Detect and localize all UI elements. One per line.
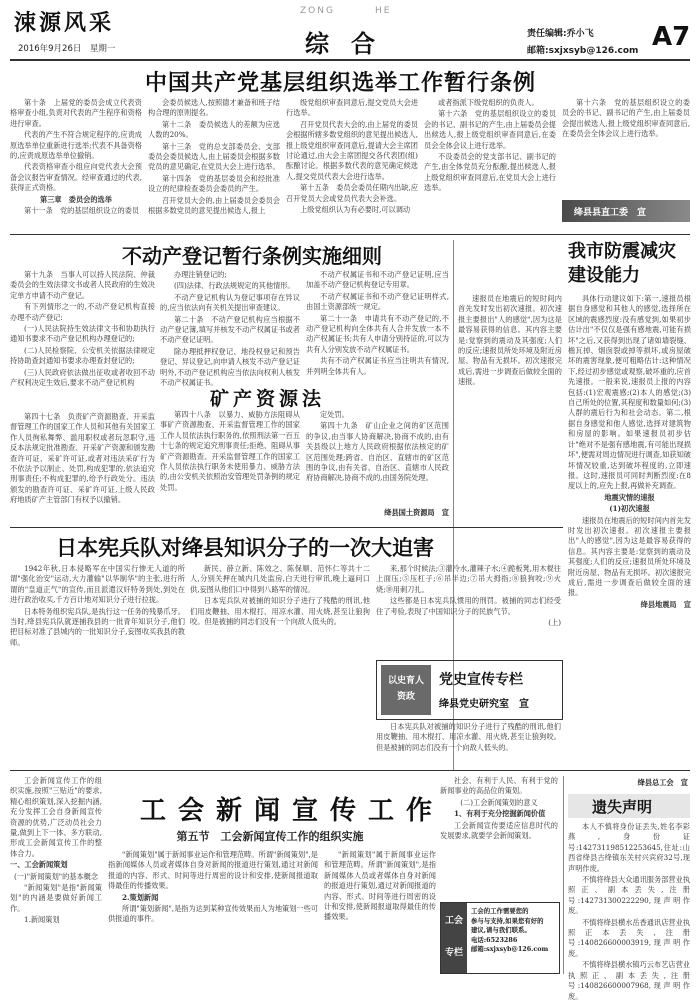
article5-col3-para: 来,那个时候法;③灌冷水,灌辣子水;④跪板凳,用木棍往上面压;⑤压杠子;⑥吊半边;⑦吊大拇指;⑧狼狗咬;⑨火烧;⑩用刺刀扎。: [376, 564, 561, 594]
article1-col1: [10, 98, 142, 230]
article5-col2-para: 日本宪兵队对被捕的知识分子进行了残酷的刑讯,他们用皮鞭抽、用木棍打、用凉水灌、用火烧,甚至让狼狗咬。但是被捕的同志们没有一个向敌人低头的。: [190, 596, 370, 627]
article6-right: [440, 776, 558, 896]
article6-mid2: [324, 850, 436, 974]
article6-left-para: "新闻策划"是指"新闻策划"的内涵是要做好新闻工作。: [10, 883, 102, 913]
union-column-ad-line: 工会的工作需要您的: [471, 907, 529, 915]
article6-left-heading: 一、工会新闻策划: [10, 860, 68, 870]
article1-col4: [424, 98, 556, 230]
article1-col2-para: 第十三条 党的总支部委员会、支部委员会委员候选人,由上届委员会根据多数党员的意见确定,在党员大会上进行选举。: [148, 141, 280, 172]
article4-byline: 绛县地震局 宣: [640, 599, 691, 609]
article5-col1: [10, 564, 185, 764]
union-column-ad-tel: 电话:6523286: [471, 935, 518, 944]
article1-col2-para: 会委员候选人,按照德才兼备和班子结构合理的原则提名。: [148, 98, 280, 118]
article6-right-para: 社会、有利于人民、有利于党的新闻事业的高品位的策划。: [440, 776, 558, 796]
article4-title: [568, 240, 693, 288]
party-history-seal: [381, 665, 434, 715]
article1-col2-para: 第十二条 委员候选人的差额为应选人数的20%。: [148, 119, 280, 140]
notices-title-bar: [568, 794, 690, 818]
notice-item: 本人不慎将身份证丢失,姓名李彩燕,身份证号:142731198512253645,住址:山西省绛县古绛镇东关村兴宾府32号,现声明作废。: [568, 822, 690, 873]
article1-col3: [286, 98, 418, 230]
article1-col3-para: 第十五条 委员会委员任期内出缺,应召开党员大会或党员代表大会补选。: [286, 183, 418, 203]
series-marker: (上): [548, 618, 561, 628]
divider: [10, 527, 563, 528]
article5-col1-para: 1942年秋,日本侵略军在中国实行惨无人道的所谓"强化治安"运动,大力灌输"以华制华"的主张,进行所谓的"皇道正气"的宣传,而且派遣汉奸特务到处,到处在进行政治收买,千方百计地对知识分子进行拉拢。: [10, 564, 185, 605]
article1-col1-heading: 第三章 委员会的选举: [40, 194, 112, 204]
article5-col1-para: 日本特务组织宪兵队,是执行这一任务的残暴爪牙。当时,绛县宪兵队就逐捕我县的一批青年知识分子,他们把目标对准了县城内的一批知识分子,妄图收买我县的教师。: [10, 606, 185, 647]
article6-byline: 绛县总工会 宣: [637, 778, 688, 787]
article1-byline-banner: [562, 200, 690, 222]
article2-col1: [10, 270, 155, 410]
article2-col3-para: 第二十一条 申请共有不动产登记的,不动产登记机构向全体共有人合并发放一本不动产权属证书;共有人申请分别持证的,可以为共有人分别发放不动产权属证书。: [306, 313, 449, 354]
article1-col5-para: 第十六条 党的基层组织设立的委员会的书记、副书记的产生,由上届委员会提出候选人,报上级党组织审查同意后,在委员会全体会议上进行选举。: [562, 98, 690, 139]
article1-col1-para: 代表的产生不符合规定程序的,应责成原选举单位重新进行选举;代表不具备资格的,应责成原选举单位撤销。: [10, 130, 142, 161]
article1-col3-para: 上级党组织认为有必要时,可以调动: [300, 205, 411, 215]
article2-col2-para: (四)法律、行政法规规定的其他情形。: [174, 281, 295, 291]
article6-left-para: 工会新闻宣传工作的组织实施,按照"三贴近"的要求,精心组织策划,深入挖掘内涵,充分发挥工会自身新闻宣传资源的优势,广泛动员社会力量,做到上下一体、多方联动,形成工会新闻宣传工作的整体合力。: [10, 776, 102, 858]
article6-mid: [108, 850, 318, 974]
article3-col2: [306, 410, 449, 502]
article2-col2-para: 办理注销登记的;: [174, 270, 227, 279]
article4-title-text: 我市防震减灾建设能力: [568, 241, 676, 286]
article4-body: [568, 294, 691, 770]
notice-item: 不慎将绛县大众通讯服务部营业执照正、副本丢失,注册号:142731300222290,现声明作废。: [568, 875, 690, 916]
article6-mid-para: "新闻策划"属于新闻事业运作和管理范畴。所谓"新闻策划",是指新闻媒体人员或者媒体自身对新闻的报道进行策划,通过对新闻报道的内容、形式、时间等进行周密的设计和安排,使新闻报道取得最佳的传播效果。: [108, 850, 318, 891]
article3-byline: 绛县国土资源局 宣: [384, 508, 449, 517]
newspaper-masthead: 涑源风采: [14, 10, 115, 36]
notice-item: 不慎将绛县横水镇巧云布艺店营业执照正、副本丢失,注册号:140826600007968,现声明作废。: [568, 960, 690, 1001]
issue-date: 2016年9月26日 星期一: [18, 44, 116, 54]
notices-list: [568, 822, 690, 1001]
party-history-seal-text: 以史育人 资政: [387, 676, 434, 702]
union-column-ad-email: 邮箱:sxjxsyb@126.com: [471, 945, 549, 954]
article1-byline: 绛县县直工委 宣: [574, 208, 647, 218]
article2-col1-para: (二)人民检察院、公安机关依据法律规定持协助查封通知书要求办理查封登记的;: [10, 345, 155, 366]
union-column-ad: [440, 902, 560, 974]
section-pinyin-zong: ZONG: [300, 6, 335, 16]
article5-title: 日本宪兵队对绛县知识分子的一次大迫害: [56, 535, 434, 560]
article2-col2-para: 除办理抵押权登记、地役权登记和预告登记、异议登记,向申请人核发不动产登记证明外,不动产登记机构应当依法向权利人核发不动产权属证书。: [160, 346, 300, 388]
article2-col2-para: 不动产登记机构认为登记事项存在异议的,应当依法向有关机关提出审查建议。: [160, 292, 300, 313]
article1-col2-para: 第十四条 党的基层委员会和经批准设立的纪律检查委员会委员的产生。: [148, 173, 280, 194]
article2-title: 不动产登记暂行条例实施细则: [122, 244, 382, 268]
article1-col5: [562, 98, 690, 198]
article1-col1-para: 第十一条 党的基层组织设立的委员: [24, 206, 140, 216]
header-rule: [10, 59, 690, 61]
article3-col1: [160, 410, 300, 522]
article2-col1b: [10, 412, 155, 522]
article6-mid2-para: "新闻策划"属于新闻事业运作和管理范畴。所谓"新闻策划",是指新闻媒体人员或者媒体自身对新闻的报道进行策划,通过对新闻报道的内容、形式、时间等进行周密的设计和安排,使新闻报道取得最佳的传播效果。: [324, 850, 436, 922]
article1-col3-para: 级党组织审查同意后,提交党员大会进行选举。: [286, 98, 418, 118]
union-column-ad-line: 参与与支持,如果您有好的: [471, 916, 544, 925]
union-column-ad-body: [471, 907, 557, 955]
article2-col3-para: 不动产权属证书和不动产登记证明样式,由国土资源部统一规定。: [306, 291, 449, 312]
union-column-ad-side-text: 工会: [444, 916, 463, 926]
article6-right-heading: 1、有利于充分挖掘新闻价值: [454, 809, 546, 819]
article3-title: 矿产资源法: [210, 388, 326, 410]
section-pinyin-he: HE: [375, 6, 392, 16]
editor-email: 邮箱:sxjxsyb@126.com: [527, 46, 639, 56]
article4-extra-col: [458, 294, 562, 530]
article4-para: 速报员在地震后的短时间内首先发时发出初次速报。初次速报主要报出"人的感觉",因为这是最容易获得的信息。其内容主要是:觉察到的震动及其强度;人们的反应;速报员所处环境及附近房屋、物品有无损坏。初次速报完成后,需进一步调查后做较全面的速报。: [568, 515, 691, 598]
article6-mid-para: 所谓"策划新闻",是指为达到某种宣传效果而人为地策划一些可供报道的事件。: [108, 904, 318, 924]
article3-col2-para: 定处罚。: [320, 410, 349, 419]
page-number: A7: [652, 22, 691, 52]
article3-col1-para: 第四十八条 以暴力、威胁方法阻碍从事矿产资源勘查、开采监督管理工作的国家工作人员依法执行职务的,依照刑法第一百五十七条的规定追究刑事责任;拒绝、阻碍从事矿产资源勘查、开采监督管理工作的国家工作人员依法执行职务未使用暴力、威胁方法的,由公安机关依照治安管理处罚条例的规定处罚。: [160, 410, 300, 492]
article6-left-para: 1.新闻策划: [24, 915, 60, 925]
section-title: 综合: [305, 29, 397, 58]
article4-extra-para: 速报员在地震后的短时间内首先发时发出初次速报。初次速报主要报出"人的感觉",因为这是最容易获得的信息。其内容主要是:觉察到的震动及其强度;人们的反应;速报员所处环境及附近房屋、物品有无损坏。初次速报完成后,需进一步调查后做较全面的速报。: [458, 294, 562, 387]
article6-left: [10, 776, 102, 974]
article5-col2: [190, 564, 370, 764]
article1-col2-para: 召开党员大会的,由上届委员会委员会根据多数党员的意见提出候选人,报上: [148, 195, 280, 216]
article5-col3-para: 日本宪兵队对被捕的知识分子进行了残酷的刑讯,他们用皮鞭抽、用木棍打、用凉水灌、用火烧,甚至让狼狗咬。但是被捕的同志们没有一个向敌人低头的。: [376, 722, 561, 752]
article6-subtitle: 第五节 工会新闻宣传工作的组织实施: [176, 830, 364, 843]
article2-col1-para: (一)人民法院持生效法律文书和协助执行通知书要求不动产登记机构办理登记的;: [10, 324, 155, 344]
article1-col4-para: 不设委员会的党支部书记、副书记的产生,由全体党员充分酝酿,提出候选人,报上级党组织审查同意后,在党员大会上进行选举。: [424, 152, 556, 193]
editor-name: 责任编辑:乔小飞: [527, 29, 594, 39]
party-history-ad-sub: 绛县党史研究室 宣: [439, 699, 529, 710]
article5-col3-cont: [376, 722, 561, 766]
article1-title: 中国共产党基层组织选举工作暂行条例: [145, 70, 537, 96]
article6-right-para: 工会新闻宣传要适应信息时代的发展要求,就要学会新闻策划。: [440, 820, 558, 841]
article2-col1-para: 第十九条 当事人可以持人民法院、仲裁委员会的生效法律文书或者人民政府的生效决定单方申请不动产登记。: [10, 270, 155, 300]
article1-col3-para: 召开党员代表大会的,由上届党的委员会根据所辖多数党组织的意见提出候选人,报上级党组织审查同意后,提请大会主席团讨论通过,由大会主席团提交各代表团(组)酝酿讨论。根据多数代表的意见确定候选人,提交党员代表大会进行选举。: [286, 119, 418, 181]
party-history-ad-title: 党史宣传专栏: [439, 672, 523, 688]
article2-col1-para: 有下列情形之一的,不动产登记机构直接办理不动产登记:: [10, 302, 155, 322]
article5-col3-para: 这些都是日本宪兵队惯用的刑罚。被捕的同志们经受住了考验,表现了中国知识分子的民族气节。: [376, 596, 561, 616]
article2-col3-para: 共有不动产权属证书应当注明共有情况,并列明全体共有人。: [306, 356, 449, 376]
article6-left-heading: (一)"新闻策划"的基本概念: [13, 871, 99, 881]
notice-item: 不慎将绛县横水岳香通讯店营业执照正本丢失,注册号:140826600003919,现声明作废。: [568, 917, 690, 958]
union-column-ad-side: [441, 903, 467, 973]
divider: [10, 770, 690, 771]
article2-col3: [306, 270, 449, 382]
article5-col3: [376, 564, 561, 656]
article2-col1-para: (三)人民政府依法做出征收或者收回不动产权利决定生效后,要求不动产登记机构: [10, 367, 155, 388]
article1-col2: [148, 98, 280, 230]
article4-para: 具体行动建议如下:第一,速报员根据自身感觉和其他人的感觉,选择所在区域的震感烈度:没有感觉到,如果初步估计出"不仅仅是强有感地震,可能有损坏"之后,又获得到出现了诸如墙裂缝、檐瓦掉、烟囱裂或掉等损坏,或房屋破坏的震害现象,便可粗略估计:这种情况下,经过初步感觉或观察,破坏重的,应首先速报。一般来说,速报员上报的内容包括:(1)宏观震感;(2)本人的感觉;(3)自己所处的位置,其程度和数量如何;(3)人群的震后行为和社会动态。第二,根据自身感觉和他人感觉,选择对建筑物和房屋的影响。如果速报员初步估计"绝对不是强有感地震,有可能出现损坏",便需对周边情况进行调查,如获知破坏情况较重,达到破坏程度的,立即速报。这时,速报员可同时判断烈度:在8度以上的,应先上报,再做补充调查。: [568, 294, 691, 491]
notices-title: 遗失声明: [592, 798, 653, 816]
union-column-ad-side-text: 专栏: [444, 948, 463, 958]
article3-col2-para: 第四十九条 矿山企业之间的矿区范围的争议,由当事人协商解决,协商不成的,由有关县级以上地方人民政府根据依法核定的矿区范围处理;跨省、自治区、直辖市的矿区范围的争议,由有关省、自治区、直辖市人民政府协商解决,协商不成的,由国务院处理。: [306, 421, 449, 483]
article6-right-heading: (二)工会新闻策划的意义: [460, 797, 538, 807]
divider: [10, 234, 690, 235]
article2-col3-para: 不动产权属证书和不动产登记证明,应当加盖不动产登记机构登记专用章。: [306, 270, 449, 290]
article2-col2-para: 第二十条 不动产登记机构应当根据不动产登记簿,填写并核发不动产权属证书或者不动产登记证明。: [160, 314, 300, 345]
divider: [563, 776, 564, 974]
article1-col4-para: 第十六条 党的基层组织设立的委员会的书记、副书记的产生,由上届委员会提出候选人,报上级党组织审查同意后,在委员会全体会议上进行选举。: [424, 109, 556, 150]
article1-col1-para: 代表资格审查小组应向党代表大会预备会议报告审查情况。经审查通过的代表,获得正式资格。: [10, 162, 142, 193]
party-history-ad: [376, 660, 563, 720]
article2-col2: [160, 270, 300, 388]
union-column-ad-line: 建议,请与我们联系。: [471, 926, 531, 935]
article6-mid-heading: 2.策划新闻: [122, 892, 159, 902]
article1-col4-para: 或者指派下级党组织的负责人。: [438, 98, 539, 107]
article1-col1-para: 第十条 上届党的委员会成立代表资格审查小组,负责对代表的产生程序和资格进行审查。: [10, 98, 142, 128]
article6-title: 工会新闻宣传工作: [140, 796, 445, 826]
article2-col1b-para: 第四十七条 负责矿产资源勘查、开采监督管理工作的国家工作人员和其他有关国家工作人员徇私舞弊、滥用职权或者玩忽职守,违反本法规定批准勘查、开采矿产资源和颁发勘查许可证、采矿许可证,或者对违法采矿行为不依法予以制止、处罚,构成犯罪的,依法追究刑事责任;不构成犯罪的,给予行政处分。违法颁发的勘查许可证、采矿许可证,上级人民政府地质矿产主管部门有权予以撤销。: [10, 412, 155, 505]
article4-subhead: (1)初次速报: [609, 504, 650, 514]
article4-subhead: 地震灾情的速报: [604, 492, 655, 502]
article5-col2-para: 新民、薛立新、陈效之、陈保顺、范怀仁等共十二人,分别关押在城内几处监房,白天进行审讯,晚上逼问口供,妄图从他们口中得到八路军的情况。: [190, 564, 370, 594]
